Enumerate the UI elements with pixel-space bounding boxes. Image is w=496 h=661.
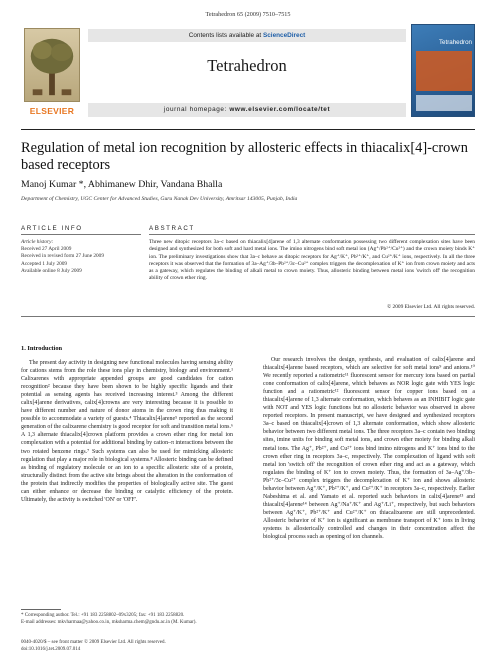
- tree-emblem-icon: [24, 28, 80, 102]
- author-emails[interactable]: E-mail addresses: mkvharmaa@yahoo.co.in, mksharma.chem@gndu.ac.in (M. Kumar).: [21, 619, 197, 625]
- history-label: Article history:: [21, 239, 54, 245]
- homepage-bar: [88, 103, 406, 117]
- masthead-divider: [21, 129, 475, 130]
- revised-date: Received in revised form 27 June 2009: [21, 253, 104, 260]
- doi-line[interactable]: doi:10.1016/j.tet.2009.07.014: [21, 646, 81, 652]
- received-date: Received 27 April 2009: [21, 246, 72, 253]
- journal-cover-thumbnail[interactable]: [411, 24, 475, 117]
- cover-title: Tetrahedron: [438, 39, 472, 46]
- article-history: [21, 239, 141, 275]
- author-list: Manoj Kumar *, Abhimanew Dhir, Vandana Bhalla: [21, 179, 223, 190]
- article-info-rule: [21, 234, 141, 235]
- homepage-prefix: journal homepage:: [163, 106, 230, 113]
- intro-paragraph-2: Our research involves the design, synthesis, and evaluation of calix[4]arene and thiacalix[4]arene based receptors, which are selective for soft metal ions⁹ and anions.¹⁰ We recently reported a ratiometric¹¹ fluorescent sensor for mercury ions based on partial cone conformation of calix[4]arene, which behaves as NOR logic gate with YES logic function and a ratiometric¹² fluorescent sensor for copper ions based on a thiacalix[4]arene of 1,3 alternate conformation, which behaves as an INHIBIT logic gate with NOT and YES logic functions but no allosteric behavior was observed in above reported receptors. In present manuscript, we have designed and synthesized receptors 3a–c based on thiacalix[4]crown of 1,3 alternate conformation, which show allosteric behavior between two different metal ions. The three receptors 3a–c contain two binding sites, imine units for binding soft metal ions, and crown ether moiety for binding alkali metal ions. The Ag⁺, Pb²⁺, and Cu²⁺ ions bind imino nitrogens and K⁺ ions bind to the crown ether ring in receptors 3a–c, respectively. The complexation of ligand with soft metal ion 'switch off' the recognition of crown ether ring and act as a gateway, which regulates the binding of K⁺ ion to crown moiety. Thus, the formation of 3a–Ag⁺/3b–Pb²⁺/3c–Cu²⁺ complex triggers the decomplexation of K⁺ ion and shows allosteric behavior between Ag⁺/K⁺, Pb²⁺/K⁺, and Cu²⁺/K⁺ in receptors 3a–c, respectively. Earlier Nabeshima et al. and Yamato et al. reported such behaviors in calix[4]arene¹³ and thiacalix[4]arene¹⁴ between Ag⁺/Na⁺/K⁺ and Ag⁺/Li⁺, respectively, but such behaviors between Ag⁺/K⁺, Pb²⁺/K⁺ and Cu²⁺/K⁺ on thiacalixarene are still unprecedented. Allosteric behavior of K⁺ ion is significant as membrane transport of K⁺ ions in living systems is allosterically controlled and changes in their concentration affect the biological process such as opening of ion channels.: [263, 357, 475, 541]
- abstract-text: Three new ditopic receptors 3a–c based on thiacalix[4]arene of 1,3 alternate conformation possessing two different complexation sites have been designed and synthesized for both soft and hard metal ions. The imino nitrogens bind soft metal ion (Ag⁺/Pb²⁺/Cu²⁺) and the crown moiety binds K⁺ ion. The preliminary investigations show that 3a–c behave as ditopic receptors for Ag⁺/K⁺, Pb²⁺/K⁺, and Cu²⁺/K⁺ ions, respectively. In all the three receptors it was observed that the formation of 3a–Ag⁺/3b–Pb²⁺/3c–Cu²⁺ complex triggers the decomplexation of K⁺ ion from crown moiety and acts as a gateway, which regulates the binding of alkali metal to crown moiety. Thus, allosteric binding between metal ions 'switch off' the recognition ability of crown ether ring.: [149, 239, 475, 282]
- issn-line: 0040-4020/$ – see front matter © 2009 Elsevier Ltd. All rights reserved.: [21, 640, 166, 645]
- abstract-heading: ABSTRACT: [149, 225, 195, 232]
- contents-prefix: Contents lists available at: [188, 32, 263, 39]
- abstract-rule: [149, 234, 475, 235]
- corresponding-author-note: * Corresponding author. Tel.: +91 183 2258802–09x3205; fax: +91 183 2258820.: [21, 613, 185, 618]
- journal-reference: Tetrahedron 65 (2009) 7510–7515: [205, 11, 291, 18]
- article-info-heading: ARTICLE INFO: [21, 225, 83, 232]
- publisher-name: ELSEVIER: [29, 106, 75, 116]
- cover-graphic-lower: [416, 95, 472, 111]
- section-heading-introduction: 1. Introduction: [21, 345, 63, 352]
- journal-title: Tetrahedron: [207, 56, 287, 75]
- sciencedirect-link[interactable]: ScienceDirect: [262, 32, 306, 39]
- cover-graphic: [416, 51, 472, 91]
- body-column-left: [21, 345, 233, 504]
- article-title: Regulation of metal ion recognition by allosteric effects in thiacalix[4]-crown based receptors: [21, 140, 468, 173]
- journal-masthead: [21, 22, 475, 127]
- elsevier-logo[interactable]: [21, 24, 83, 118]
- abstract-copyright: © 2009 Elsevier Ltd. All rights reserved.: [387, 304, 475, 310]
- contents-bar: [88, 29, 406, 42]
- footnote: [21, 613, 233, 626]
- intro-paragraph-1: The present day activity in designing new functional molecules having sensing ability for cations stems from the role these ions play in chemistry, biology and environment.¹ Calixarenes with appropriate appended groups are good candidates for cation recognition² because they have been shown to be highly specific ligands and their potential as sensing agents has received increasing interest.³ Among the different calix[4]arene derivatives, calix[4]crowns are very interesting because it is possible to have different number and nature of donor atoms in the crown ring thus making it possible to accommodate a variety of guests.⁴ Thiacalix[4]arene⁵ reported as the second generation of the calixarene chemistry is good receptor for soft and transition metal ions.⁶ A 1,3 alternate thiacalix[4]crown platform provides a crown ether ring for metal ion complexation with a potential for additional binding by cation–π interactions between the two rotated benzene rings.⁷ Such systems can also be used for mimicking allosteric regulation that play a major role in biological systems.⁸ Allosteric binding can be defined as binding of regulatory molecule or an ion to a specific allosteric site of a protein, structurally distinct from the active site brings about the alteration in the conformation of the protein that indirectly modifies the properties of biologically active site. The guest can either enhance or decrease the binding or catalytic efficiency of the protein. Ultimately, the activity is switched 'ON' or 'OFF'.: [21, 360, 233, 503]
- online-date: Available online 8 July 2009: [21, 267, 82, 274]
- abstract-bottom-rule: [21, 316, 475, 317]
- journal-homepage-link[interactable]: www.elsevier.com/locate/tet: [229, 106, 331, 113]
- bottom-metadata: [21, 640, 281, 653]
- author-affiliation: Department of Chemistry, UGC Center for Advanced Studies, Guru Nanak Dev University, Amritsar 143005, Punjab, India: [21, 196, 298, 202]
- accepted-date: Accepted 1 July 2009: [21, 260, 68, 267]
- footnote-rule: [21, 609, 61, 610]
- body-column-right: [263, 356, 475, 541]
